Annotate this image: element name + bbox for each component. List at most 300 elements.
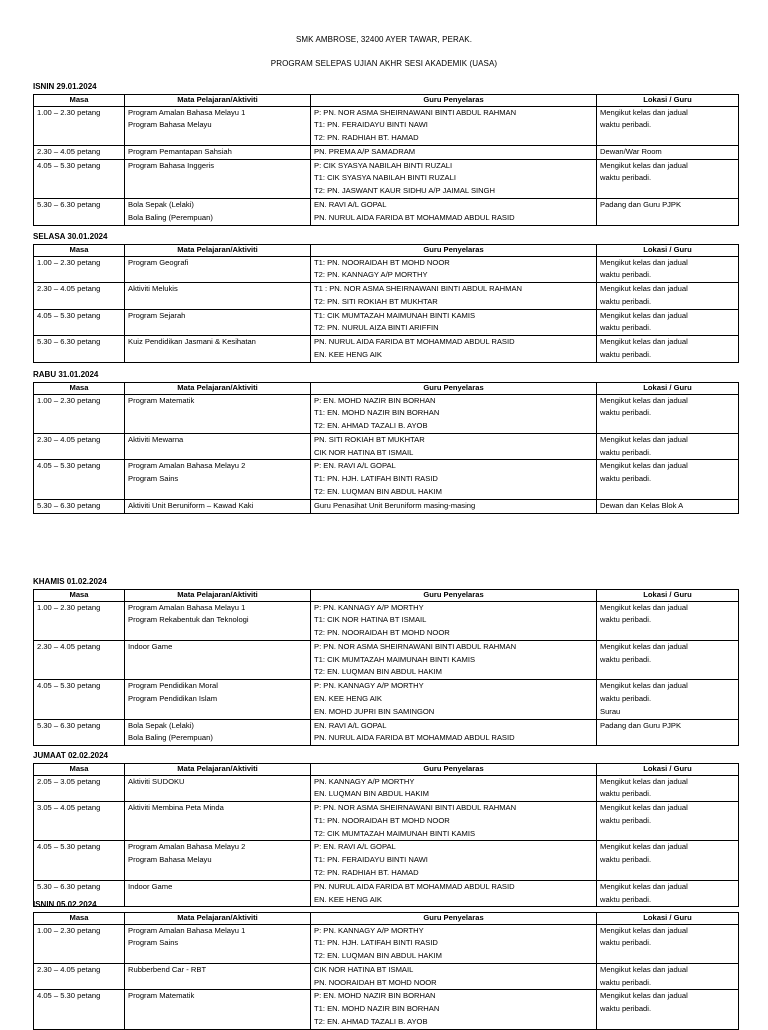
masa-cell [34, 394, 125, 433]
table-row [34, 336, 739, 363]
coordinator-cell [311, 460, 597, 499]
masa-cell [34, 601, 125, 640]
coordinator-cell [311, 283, 597, 310]
cell-line: Mengikut kelas dan jadual [600, 310, 688, 320]
cell-line: T2: EN. AHMAD TAZALI B. AYOB [314, 421, 428, 431]
masa-cell [34, 336, 125, 363]
cell-line: Mengikut kelas dan jadual [600, 107, 688, 117]
location-cell [597, 256, 739, 283]
activity-cell [125, 460, 311, 499]
cell-line: Program Amalan Bahasa Melayu 2 [128, 461, 246, 471]
cell-line: Mengikut kelas dan jadual [600, 964, 688, 974]
table-row [34, 719, 739, 746]
cell-line: EN. KEE HENG AIK [314, 894, 382, 904]
location-cell [597, 159, 739, 198]
cell-line: 2.30 – 4.05 petang [37, 284, 101, 294]
activity-cell [125, 499, 311, 513]
coordinator-cell [311, 336, 597, 363]
coordinator-cell [311, 601, 597, 640]
column-header: Masa [34, 590, 125, 602]
masa-cell [34, 499, 125, 513]
table-row [34, 990, 739, 1029]
coordinator-cell [311, 159, 597, 198]
cell-line: Bola Baling (Perempuan) [128, 733, 213, 743]
cell-line: Indoor Game [128, 641, 173, 651]
column-header: Lokasi / Guru [597, 383, 739, 395]
program-title: PROGRAM SELEPAS UJIAN AKHR SESI AKADEMIK (UASA) [270, 59, 498, 68]
day-title: ISNIN 05.02.2024 [33, 900, 97, 909]
coordinator-cell [311, 990, 597, 1029]
coordinator-cell [311, 924, 597, 963]
schedule-table [33, 94, 739, 226]
location-cell [597, 680, 739, 719]
activity-cell [125, 640, 311, 679]
activity-cell [125, 256, 311, 283]
masa-cell [34, 990, 125, 1029]
cell-line: T2: EN. LUQMAN BIN ABDUL HAKIM [314, 487, 442, 497]
cell-line: Bola Baling (Perempuan) [128, 212, 213, 222]
table-row [34, 680, 739, 719]
cell-line: waktu peribadi. [600, 447, 652, 457]
activity-cell [125, 880, 311, 907]
cell-line: T1: EN. MOHD NAZIR BIN BORHAN [314, 408, 440, 418]
table-row [34, 159, 739, 198]
cell-line: Program Matematik [128, 395, 195, 405]
cell-line: P: EN. RAVI A/L GOPAL [314, 842, 396, 852]
cell-line: waktu peribadi. [600, 120, 652, 130]
cell-line: T2: EN. AHMAD TAZALI B. AYOB [314, 1017, 428, 1027]
activity-cell [125, 841, 311, 880]
location-cell [597, 719, 739, 746]
school-header: SMK AMBROSE, 32400 AYER TAWAR, PERAK. [295, 35, 473, 44]
table-header-row [34, 913, 739, 925]
masa-cell [34, 283, 125, 310]
coordinator-cell [311, 963, 597, 990]
cell-line: waktu peribadi. [600, 173, 652, 183]
cell-line: Program Bahasa Inggeris [128, 160, 215, 170]
column-header: Masa [34, 913, 125, 925]
day-title: KHAMIS 01.02.2024 [33, 577, 107, 586]
cell-line: Aktiviti Membina Peta Minda [128, 803, 224, 813]
cell-line: Program Amalan Bahasa Melayu 1 [128, 602, 246, 612]
cell-line: Aktiviti Melukis [128, 284, 178, 294]
column-header: Mata Pelajaran/Aktiviti [125, 95, 311, 107]
column-header: Guru Penyelaras [311, 95, 597, 107]
cell-line: Mengikut kelas dan jadual [600, 337, 688, 347]
location-cell [597, 802, 739, 841]
cell-line: 4.05 – 5.30 petang [37, 991, 101, 1001]
cell-line: T1: PN. HJH. LATIFAH BINTI RASID [314, 474, 438, 484]
cell-line: T1: CIK SYASYA NABILAH BINTI RUZALI [314, 173, 456, 183]
coordinator-cell [311, 680, 597, 719]
column-header: Lokasi / Guru [597, 590, 739, 602]
masa-cell [34, 199, 125, 226]
cell-line: Program Rekabentuk dan Teknologi [128, 615, 249, 625]
cell-line: 2.05 – 3.05 petang [37, 776, 101, 786]
cell-line: 1.00 – 2.30 petang [37, 107, 101, 117]
activity-cell [125, 159, 311, 198]
column-header: Guru Penyelaras [311, 383, 597, 395]
masa-cell [34, 106, 125, 145]
cell-line: Mengikut kelas dan jadual [600, 257, 688, 267]
column-header: Lokasi / Guru [597, 95, 739, 107]
schedule-table [33, 244, 739, 363]
cell-line: waktu peribadi. [600, 323, 652, 333]
activity-cell [125, 145, 311, 159]
cell-line: T1: PN. NOORAIDAH BT MOHD NOOR [314, 815, 450, 825]
coordinator-cell [311, 145, 597, 159]
cell-line: P: PN. NOR ASMA SHEIRNAWANI BINTI ABDUL RAHMAN [314, 803, 517, 813]
cell-line: waktu peribadi. [600, 1004, 652, 1014]
table-row [34, 309, 739, 336]
location-cell [597, 990, 739, 1029]
activity-cell [125, 199, 311, 226]
cell-line: waktu peribadi. [600, 615, 652, 625]
column-header: Lokasi / Guru [597, 764, 739, 776]
coordinator-cell [311, 199, 597, 226]
cell-line: 1.00 – 2.30 petang [37, 925, 101, 935]
cell-line: Dewan/War Room [600, 146, 662, 156]
table-row [34, 880, 739, 907]
activity-cell [125, 924, 311, 963]
table-row [34, 775, 739, 802]
cell-line: T1: PN. FERAIDAYU BINTI NAWI [314, 855, 428, 865]
table-header-row [34, 95, 739, 107]
activity-cell [125, 394, 311, 433]
cell-line: Indoor Game [128, 881, 173, 891]
activity-cell [125, 719, 311, 746]
activity-cell [125, 283, 311, 310]
coordinator-cell [311, 433, 597, 460]
cell-line: PN. NURUL AIDA FARIDA BT MOHAMMAD ABDUL RASID [314, 337, 515, 347]
cell-line: Mengikut kelas dan jadual [600, 434, 688, 444]
masa-cell [34, 159, 125, 198]
cell-line: waktu peribadi. [600, 789, 652, 799]
cell-line: T1: CIK MUMTAZAH MAIMUNAH BINTI KAMIS [314, 310, 476, 320]
table-row [34, 802, 739, 841]
activity-cell [125, 601, 311, 640]
coordinator-cell [311, 775, 597, 802]
cell-line: T2: EN. LUQMAN BIN ABDUL HAKIM [314, 667, 442, 677]
cell-line: waktu peribadi. [600, 474, 652, 484]
cell-line: T1: PN. FERAIDAYU BINTI NAWI [314, 120, 428, 130]
table-row [34, 963, 739, 990]
day-title: RABU 31.01.2024 [33, 370, 99, 379]
cell-line: PN. NURUL AIDA FARIDA BT MOHAMMAD ABDUL RASID [314, 881, 515, 891]
cell-line: EN. RAVI A/L GOPAL [314, 200, 387, 210]
schedule-table [33, 589, 739, 746]
cell-line: CIK NOR HATINA BT ISMAIL [314, 964, 414, 974]
cell-line: T2: CIK MUMTAZAH MAIMUNAH BINTI KAMIS [314, 828, 476, 838]
cell-line: CIK NOR HATINA BT ISMAIL [314, 447, 414, 457]
cell-line: PN. SITI ROKIAH BT MUKHTAR [314, 434, 425, 444]
activity-cell [125, 433, 311, 460]
column-header: Masa [34, 764, 125, 776]
table-row [34, 145, 739, 159]
cell-line: EN. LUQMAN BIN ABDUL HAKIM [314, 789, 429, 799]
masa-cell [34, 775, 125, 802]
table-row [34, 460, 739, 499]
table-header-row [34, 245, 739, 257]
cell-line: waktu peribadi. [600, 894, 652, 904]
location-cell [597, 433, 739, 460]
cell-line: 2.30 – 4.05 petang [37, 964, 101, 974]
schedule-table [33, 912, 739, 1030]
cell-line: Mengikut kelas dan jadual [600, 925, 688, 935]
table-row [34, 499, 739, 513]
coordinator-cell [311, 802, 597, 841]
cell-line: waktu peribadi. [600, 350, 652, 360]
cell-line: T2: PN. NOORAIDAH BT MOHD NOOR [314, 628, 450, 638]
cell-line: P: PN. KANNAGY A/P MORTHY [314, 925, 424, 935]
cell-line: Kuiz Pendidikan Jasmani & Kesihatan [128, 337, 256, 347]
cell-line: Padang dan Guru PJPK [600, 200, 682, 210]
table-row [34, 640, 739, 679]
cell-line: Mengikut kelas dan jadual [600, 160, 688, 170]
masa-cell [34, 640, 125, 679]
table-row [34, 433, 739, 460]
coordinator-cell [311, 640, 597, 679]
cell-line: waktu peribadi. [600, 654, 652, 664]
table-row [34, 394, 739, 433]
cell-line: T1: PN. HJH. LATIFAH BINTI RASID [314, 938, 438, 948]
column-header: Masa [34, 245, 125, 257]
coordinator-cell [311, 256, 597, 283]
cell-line: waktu peribadi. [600, 408, 652, 418]
cell-line: Mengikut kelas dan jadual [600, 395, 688, 405]
table-header-row [34, 590, 739, 602]
cell-line: PN. PREMA A/P SAMADRAM [314, 146, 416, 156]
cell-line: T1: PN. NOORAIDAH BT MOHD NOOR [314, 257, 450, 267]
cell-line: P: EN. RAVI A/L GOPAL [314, 461, 396, 471]
location-cell [597, 199, 739, 226]
location-cell [597, 924, 739, 963]
location-cell [597, 106, 739, 145]
cell-line: T2: PN. RADHIAH BT. HAMAD [314, 868, 419, 878]
coordinator-cell [311, 499, 597, 513]
activity-cell [125, 802, 311, 841]
cell-line: Dewan dan Kelas Blok A [600, 500, 684, 510]
column-header: Guru Penyelaras [311, 913, 597, 925]
location-cell [597, 309, 739, 336]
cell-line: 5.30 – 6.30 petang [37, 337, 101, 347]
cell-line: P: PN. KANNAGY A/P MORTHY [314, 681, 424, 691]
column-header: Masa [34, 95, 125, 107]
cell-line: 1.00 – 2.30 petang [37, 602, 101, 612]
masa-cell [34, 460, 125, 499]
cell-line: Mengikut kelas dan jadual [600, 602, 688, 612]
cell-line: waktu peribadi. [600, 270, 652, 280]
activity-cell [125, 680, 311, 719]
cell-line: 1.00 – 2.30 petang [37, 395, 101, 405]
cell-line: EN. KEE HENG AIK [314, 694, 382, 704]
location-cell [597, 841, 739, 880]
cell-line: 5.30 – 6.30 petang [37, 881, 101, 891]
column-header: Mata Pelajaran/Aktiviti [125, 245, 311, 257]
cell-line: T1 : PN. NOR ASMA SHEIRNAWANI BINTI ABDUL RAHMAN [314, 284, 523, 294]
cell-line: T2: PN. SITI ROKIAH BT MUKHTAR [314, 296, 438, 306]
cell-line: Program Bahasa Melayu [128, 855, 212, 865]
cell-line: 1.00 – 2.30 petang [37, 257, 101, 267]
masa-cell [34, 680, 125, 719]
column-header: Guru Penyelaras [311, 764, 597, 776]
cell-line: T2: EN. LUQMAN BIN ABDUL HAKIM [314, 951, 442, 961]
cell-line: P: EN. MOHD NAZIR BIN BORHAN [314, 395, 436, 405]
location-cell [597, 963, 739, 990]
cell-line: Program Matematik [128, 991, 195, 1001]
cell-line: Program Pendidikan Moral [128, 681, 218, 691]
schedule-table [33, 382, 739, 514]
column-header: Guru Penyelaras [311, 590, 597, 602]
location-cell [597, 394, 739, 433]
masa-cell [34, 309, 125, 336]
cell-line: EN. MOHD JUPRI BIN SAMINGON [314, 706, 435, 716]
cell-line: 2.30 – 4.05 petang [37, 434, 101, 444]
column-header: Lokasi / Guru [597, 245, 739, 257]
cell-line: Program Bahasa Melayu [128, 120, 212, 130]
column-header: Lokasi / Guru [597, 913, 739, 925]
column-header: Mata Pelajaran/Aktiviti [125, 764, 311, 776]
activity-cell [125, 775, 311, 802]
day-title: SELASA 30.01.2024 [33, 232, 108, 241]
table-row [34, 256, 739, 283]
cell-line: 5.30 – 6.30 petang [37, 200, 101, 210]
cell-line: Mengikut kelas dan jadual [600, 284, 688, 294]
cell-line: Program Amalan Bahasa Melayu 1 [128, 107, 246, 117]
coordinator-cell [311, 309, 597, 336]
table-row [34, 283, 739, 310]
cell-line: Aktiviti SUDOKU [128, 776, 185, 786]
location-cell [597, 601, 739, 640]
cell-line: T1: CIK NOR HATINA BT ISMAIL [314, 615, 427, 625]
activity-cell [125, 106, 311, 145]
cell-line: T2: PN. JASWANT KAUR SIDHU A/P JAIMAL SINGH [314, 186, 496, 196]
masa-cell [34, 924, 125, 963]
cell-line: Program Pendidikan Islam [128, 694, 218, 704]
masa-cell [34, 145, 125, 159]
cell-line: Bola Sepak (Lelaki) [128, 720, 194, 730]
cell-line: waktu peribadi. [600, 855, 652, 865]
masa-cell [34, 802, 125, 841]
coordinator-cell [311, 719, 597, 746]
cell-line: Program Amalan Bahasa Melayu 1 [128, 925, 246, 935]
cell-line: Mengikut kelas dan jadual [600, 842, 688, 852]
column-header: Masa [34, 383, 125, 395]
activity-cell [125, 336, 311, 363]
cell-line: T2: PN. RADHIAH BT. HAMAD [314, 133, 419, 143]
cell-line: waktu peribadi. [600, 977, 652, 987]
column-header: Mata Pelajaran/Aktiviti [125, 913, 311, 925]
cell-line: Program Geografi [128, 257, 189, 267]
cell-line: Aktiviti Unit Beruniform – Kawad Kaki [128, 500, 254, 510]
masa-cell [34, 841, 125, 880]
coordinator-cell [311, 841, 597, 880]
table-row [34, 199, 739, 226]
cell-line: P: EN. MOHD NAZIR BIN BORHAN [314, 991, 436, 1001]
table-header-row [34, 764, 739, 776]
cell-line: 4.05 – 5.30 petang [37, 842, 101, 852]
cell-line: Mengikut kelas dan jadual [600, 776, 688, 786]
cell-line: Program Sains [128, 938, 179, 948]
masa-cell [34, 256, 125, 283]
cell-line: Mengikut kelas dan jadual [600, 803, 688, 813]
cell-line: waktu peribadi. [600, 938, 652, 948]
cell-line: P: PN. NOR ASMA SHEIRNAWANI BINTI ABDUL RAHMAN [314, 641, 517, 651]
cell-line: Program Sejarah [128, 310, 186, 320]
cell-line: Mengikut kelas dan jadual [600, 881, 688, 891]
location-cell [597, 499, 739, 513]
column-header: Guru Penyelaras [311, 245, 597, 257]
cell-line: P: PN. NOR ASMA SHEIRNAWANI BINTI ABDUL RAHMAN [314, 107, 517, 117]
cell-line: waktu peribadi. [600, 694, 652, 704]
column-header: Mata Pelajaran/Aktiviti [125, 383, 311, 395]
activity-cell [125, 309, 311, 336]
cell-line: EN. RAVI A/L GOPAL [314, 720, 387, 730]
masa-cell [34, 433, 125, 460]
cell-line: 2.30 – 4.05 petang [37, 146, 101, 156]
cell-line: Surau [600, 706, 621, 716]
cell-line: Guru Penasihat Unit Beruniform masing-masing [314, 500, 476, 510]
cell-line: 5.30 – 6.30 petang [37, 500, 101, 510]
cell-line: PN. KANNAGY A/P MORTHY [314, 776, 415, 786]
location-cell [597, 336, 739, 363]
cell-line: T2: PN. KANNAGY A/P MORTHY [314, 270, 428, 280]
cell-line: Mengikut kelas dan jadual [600, 461, 688, 471]
cell-line: Mengikut kelas dan jadual [600, 681, 688, 691]
table-row [34, 841, 739, 880]
column-header: Mata Pelajaran/Aktiviti [125, 590, 311, 602]
table-row [34, 924, 739, 963]
coordinator-cell [311, 880, 597, 907]
table-row [34, 106, 739, 145]
cell-line: PN. NOORAIDAH BT MOHD NOOR [314, 977, 437, 987]
cell-line: Padang dan Guru PJPK [600, 720, 682, 730]
cell-line: Mengikut kelas dan jadual [600, 991, 688, 1001]
cell-line: T1: EN. MOHD NAZIR BIN BORHAN [314, 1004, 440, 1014]
activity-cell [125, 990, 311, 1029]
cell-line: Rubberbend Car - RBT [128, 964, 207, 974]
location-cell [597, 775, 739, 802]
schedule-table [33, 763, 739, 907]
cell-line: waktu peribadi. [600, 296, 652, 306]
cell-line: T2: PN. NURUL AIZA BINTI ARIFFIN [314, 323, 439, 333]
cell-line: PN. NURUL AIDA FARIDA BT MOHAMMAD ABDUL RASID [314, 733, 515, 743]
location-cell [597, 880, 739, 907]
coordinator-cell [311, 106, 597, 145]
cell-line: 4.05 – 5.30 petang [37, 160, 101, 170]
day-title: ISNIN 29.01.2024 [33, 82, 97, 91]
day-title: JUMAAT 02.02.2024 [33, 751, 108, 760]
cell-line: Program Sains [128, 474, 179, 484]
masa-cell [34, 963, 125, 990]
cell-line: Mengikut kelas dan jadual [600, 641, 688, 651]
cell-line: waktu peribadi. [600, 815, 652, 825]
cell-line: 3.05 – 4.05 petang [37, 803, 101, 813]
cell-line: Bola Sepak (Lelaki) [128, 200, 194, 210]
cell-line: EN. KEE HENG AIK [314, 350, 382, 360]
cell-line: 4.05 – 5.30 petang [37, 310, 101, 320]
location-cell [597, 145, 739, 159]
cell-line: PN. NURUL AIDA FARIDA BT MOHAMMAD ABDUL RASID [314, 212, 515, 222]
location-cell [597, 283, 739, 310]
cell-line: 5.30 – 6.30 petang [37, 720, 101, 730]
cell-line: T1: CIK MUMTAZAH MAIMUNAH BINTI KAMIS [314, 654, 476, 664]
cell-line: P: CIK SYASYA NABILAH BINTI RUZALI [314, 160, 453, 170]
cell-line: 2.30 – 4.05 petang [37, 641, 101, 651]
cell-line: P: PN. KANNAGY A/P MORTHY [314, 602, 424, 612]
cell-line: Program Pemantapan Sahsiah [128, 146, 232, 156]
coordinator-cell [311, 394, 597, 433]
